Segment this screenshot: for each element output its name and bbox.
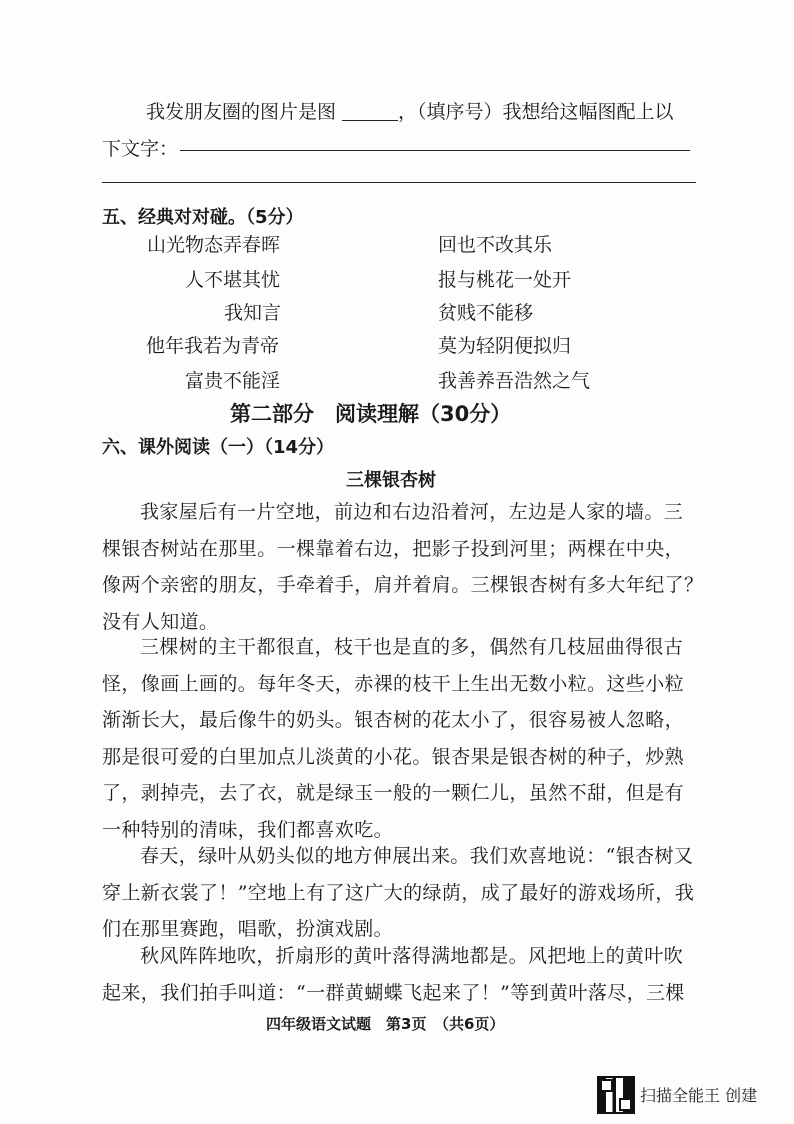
story-line: 棵银杏树站在那里。一棵靠着右边，把影子投到河里；两棵在中央， — [102, 537, 685, 560]
part-2-title: 第二部分 阅读理解（30分） — [230, 402, 512, 426]
section-5-left-item: 山光物态弄春晖 — [147, 234, 281, 256]
section-5-right-item: 我善养吾浩然之气 — [438, 370, 591, 392]
story-line: 渐渐长大，最后像牛的奶头。银杏树的花太小了，很容易被人忽略， — [102, 709, 685, 732]
section-5-left-item: 他年我若为青帝 — [146, 335, 280, 357]
picture-number-blank[interactable] — [342, 120, 398, 121]
section-5-right-item: 报与桃花一处开 — [438, 269, 572, 291]
section-5-right-item: 回也不改其乐 — [438, 234, 553, 256]
story-line: 春天，绿叶从奶头似的地方伸展出来。我们欢喜地说：“银杏树又 — [140, 845, 694, 867]
wechat-question-line1 — [146, 97, 336, 124]
story-line: 穿上新衣裳了！”空地上有了这广大的绿荫，成了最好的游戏场所，我 — [102, 881, 695, 904]
scanner-watermark: 扫描全能王 创建 — [640, 1086, 758, 1105]
story-line: 秋风阵阵地吹，折扇形的黄叶落得满地都是。风把地上的黄叶吹 — [140, 945, 684, 967]
story-paragraph — [102, 629, 698, 849]
caption-blank-line-2[interactable] — [102, 182, 696, 183]
section-5-title: 五、经典对对碰。（5分） — [102, 207, 304, 228]
story-line: 们在那里赛跑，唱歌，扮演戏剧。 — [102, 918, 394, 941]
story-paragraph — [102, 938, 698, 1011]
section-5-left-item: 我知言 — [224, 302, 282, 324]
section-5-right-item: 莫为轻阴便拟归 — [438, 335, 572, 357]
section-5-left-item: 人不堪其忧 — [185, 269, 281, 291]
qr-code-icon — [597, 1076, 635, 1114]
wechat-question-prefix: 我发朋友圈的图片是图 — [146, 101, 337, 123]
story-line: 没有人知道。 — [102, 610, 219, 633]
story-line: 三棵树的主干都很直，枝干也是直的多，偶然有几枝屈曲得很古 — [140, 636, 684, 658]
wechat-question-middle: ，（填序号）我想给这幅图配上以 — [398, 101, 674, 123]
story-title: 三棵银杏树 — [346, 470, 436, 491]
story-line: 起来，我们拍手叫道：“一群黄蝴蝶飞起来了！”等到黄叶落尽，三棵 — [102, 981, 685, 1004]
story-paragraph — [102, 838, 698, 948]
story-paragraph — [102, 494, 704, 640]
section-5-left-item: 富贵不能淫 — [185, 370, 281, 392]
story-line: 一种特别的清味，我们都喜欢吃。 — [102, 818, 394, 841]
section-5-right-item: 贫贱不能移 — [438, 302, 534, 324]
story-line: 怪，像画上画的。每年冬天，赤裸的枝干上生出无数小粒。这些小粒 — [102, 672, 685, 695]
wechat-question-line2-label: 下文字： — [102, 138, 179, 160]
page-footer: 四年级语文试题 第3页 （共6页） — [266, 1015, 505, 1033]
story-line: 我家屋后有一片空地，前边和右边沿着河，左边是人家的墙。三 — [140, 501, 684, 523]
caption-blank-line-1[interactable] — [180, 150, 690, 151]
section-6-title: 六、课外阅读（一）（14分） — [102, 437, 335, 458]
story-line: 像两个亲密的朋友，手牵着手，肩并着肩。三棵银杏树有多大年纪了？ — [102, 574, 704, 597]
story-line: 那是很可爱的白里加点儿淡黄的小花。银杏果是银杏树的种子，炒熟 — [102, 745, 685, 768]
story-line: 了，剥掉壳，去了衣，就是绿玉一般的一颗仁儿，虽然不甜，但是有 — [102, 782, 685, 805]
